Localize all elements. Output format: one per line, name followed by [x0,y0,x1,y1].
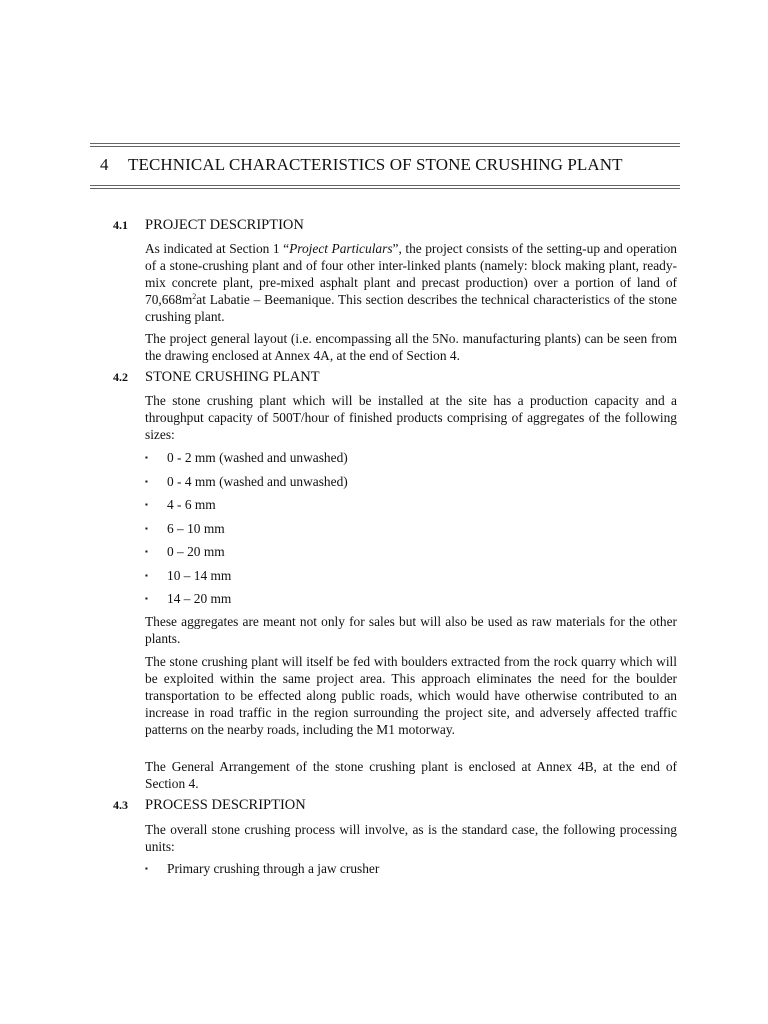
paragraph-general-layout: The project general layout (i.e. encompassing all the 5No. manufacturing plants) can be seen from the drawing enclosed at Annex 4A, at the end of Section 4. [145,331,677,363]
bullet-icon: ▪ [145,524,148,533]
list-item-text: 10 – 14 mm [167,568,232,583]
bullet-icon: ▪ [145,594,148,603]
paragraph-boulder-supply: The stone crushing plant will itself be fed with boulders extracted from the rock quarry which will be exploited within the same project area. This approach eliminates the need for the boulder transportation to be effected along public roads, which would have otherwise contributed to an increase in road traffic in the region surrounding the project site, and adversely affected traffic patterns on the nearby roads, including the M1 motorway. [145,654,677,737]
section-number: 4.3 [113,798,128,812]
list-item [145,590,677,607]
section-heading-4-1 [113,217,304,234]
section-number: 4.1 [113,218,128,232]
list-item-text: 6 – 10 mm [167,521,225,536]
paragraph-project-consists [145,240,677,325]
list-item [145,543,677,560]
list-item-text: 0 - 2 mm (washed and unwashed) [167,450,348,465]
chapter-title: TECHNICAL CHARACTERISTICS OF STONE CRUSHING PLANT [128,155,623,174]
list-item [145,496,677,513]
list-item [145,860,677,877]
list-item [145,473,677,490]
list-item-text: 14 – 20 mm [167,591,232,606]
chapter-rule-bottom [90,185,680,189]
superscript: 2 [192,292,197,301]
chapter-number: 4 [100,155,109,174]
list-item-text: Primary crushing through a jaw crusher [167,861,380,876]
chapter-rule-top [90,143,680,147]
text-run: As indicated at Section 1 “ [145,241,290,256]
bullet-icon: ▪ [145,477,148,486]
section-number: 4.2 [113,370,128,384]
section-heading-4-2 [113,369,320,386]
paragraph-general-arrangement: The General Arrangement of the stone crushing plant is enclosed at Annex 4B, at the end of Section 4. [145,759,677,791]
italic-reference: Project Particulars [289,241,393,256]
section-title: STONE CRUSHING PLANT [145,369,320,385]
section-heading-4-3 [113,797,306,814]
list-item [145,520,677,537]
bullet-icon: ▪ [145,500,148,509]
bullet-icon: ▪ [145,571,148,580]
list-item-text: 0 - 4 mm (washed and unwashed) [167,474,348,489]
bullet-icon: ▪ [145,453,148,462]
chapter-heading [100,155,680,175]
list-item-text: 4 - 6 mm [167,497,216,512]
list-item [145,567,677,584]
list-item [145,449,677,466]
bullet-icon: ▪ [145,864,148,873]
section-title: PROJECT DESCRIPTION [145,217,304,233]
bullet-icon: ▪ [145,547,148,556]
text-run: at Labatie – Beemanique. This section describes the technical characteristics of the stone crushing plant. [145,292,677,324]
paragraph-production-capacity: The stone crushing plant which will be installed at the site has a production capacity and a throughput capacity of 500T/hour of finished products comprising of aggregates of the following sizes: [145,393,677,442]
list-item-text: 0 – 20 mm [167,544,225,559]
text-run: ”, the project consists of the setting-up and operation of a stone-crushing plant and of four other inter-linked plants (namely: block making plant, ready-mix concrete plant, pre-mixed asphalt plant and precast production) over a portion of land of 70,668m [145,241,677,307]
paragraph-processing-units: The overall stone crushing process will involve, as is the standard case, the following processing units: [145,822,677,854]
paragraph-aggregates-use: These aggregates are meant not only for sales but will also be used as raw materials for the other plants. [145,614,677,646]
section-title: PROCESS DESCRIPTION [145,797,306,813]
